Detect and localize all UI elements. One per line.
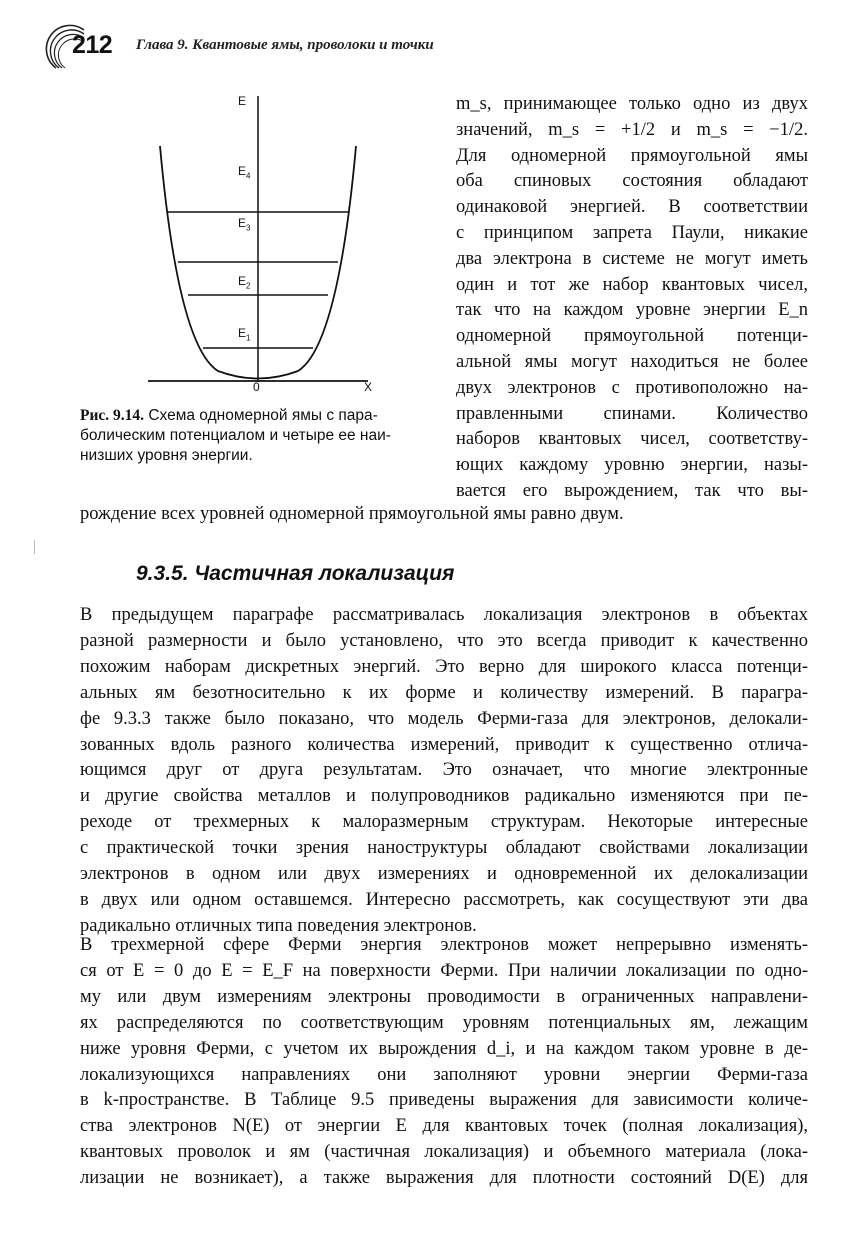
text-line: зованных вдоль разного количества измерений, приводит к существенно отлича- — [80, 734, 808, 755]
text-line: разной размерности и было установлено, что это всегда приводит к качественно — [80, 630, 808, 651]
text-line: ях распределяются по соответствующим уровням потенциальных ям, лежащим — [80, 1012, 808, 1033]
caption-line: низших уровня энергии. — [80, 447, 253, 464]
text-line: квантовых проволок и ям (частичная локализация) и объемного материала (лока- — [80, 1142, 808, 1163]
text-line: фе 9.3.3 также было показано, что модель Ферми-газа для электронов, делокали- — [80, 708, 808, 729]
running-head: Глава 9. Квантовые ямы, проволоки и точки — [136, 37, 434, 53]
page-header — [44, 24, 824, 72]
text-line: электронов в одном или двух измерениях и одновременной их делокализации — [80, 864, 808, 885]
text-line: похожим наборам дискретных энергий. Это верно для широкого класса потенци- — [80, 656, 808, 677]
page-number: 212 — [72, 31, 113, 59]
text-line: ющимся друг от друга результатам. Это означает, что многие электронные — [80, 760, 808, 781]
energy-axis-label: E — [238, 94, 247, 108]
origin-label: 0 — [253, 380, 260, 394]
text-line: оба спиновых состояния обладают — [456, 171, 808, 192]
text-line: в двух или одном оставшемся. Интересно рассмотреть, как сосуществуют эти два — [80, 889, 808, 910]
text-line: В предыдущем параграфе рассматривалась локализация электронов в объектах — [80, 605, 808, 625]
text-line: значений, m_s = +1/2 и m_s = −1/2. — [456, 119, 808, 140]
text-line: вается его вырождением, так что вы- — [456, 480, 808, 501]
text-line: m_s, принимающее только одно из двух — [456, 94, 808, 114]
text-line: локализующихся направлениях они заполняют уровни энергии Ферми-газа — [80, 1064, 808, 1085]
text-line: радикально отличных типа поведения электронов. — [80, 915, 477, 936]
paragraph-1 — [80, 603, 808, 940]
text-line: ющих каждому уровню энергии, назы- — [456, 455, 808, 476]
text-line: правленными спинами. Количество — [456, 403, 808, 424]
x-axis-label: X — [364, 380, 373, 394]
margin-mark — [34, 540, 35, 554]
text-line: с практической точки зрения наноструктуры обладают свойствами локализации — [80, 838, 808, 859]
caption-label: Рис. 9.14. — [80, 407, 145, 424]
level-label-e1: $E_1$ — [238, 326, 251, 343]
figure-caption — [80, 406, 430, 466]
text-line: реходе от трехмерных к малоразмерным структурам. Некоторые интересные — [80, 812, 808, 833]
text-line: альной ямы могут находиться не более — [456, 351, 808, 372]
text-line: и другие свойства металлов и полупроводников радикально изменяются при пе- — [80, 786, 808, 807]
side-text-column — [456, 92, 808, 505]
text-line: Для одномерной прямоугольной ямы — [456, 145, 808, 166]
section-title: 9.3.5. Частичная локализация — [136, 562, 455, 585]
text-line: два электрона в системе не могут иметь — [456, 248, 808, 269]
text-line: двух электронов с противоположно на- — [456, 377, 808, 398]
level-label-e3: $E_3$ — [238, 216, 251, 233]
text-line: му или двум измерениям электроны проводимости в ограниченных направлени- — [80, 986, 808, 1007]
level-label-e2: $E_2$ — [238, 274, 251, 291]
text-line: альных ям безотносительно к их форме и количеству измерений. В парагра- — [80, 682, 808, 703]
caption-line: Схема одномерной ямы с пара- — [144, 407, 378, 424]
parabolic-well-figure — [138, 86, 388, 406]
caption-line: болическим потенциалом и четыре ее наи- — [80, 427, 391, 444]
paragraph-2 — [80, 933, 808, 1192]
level-label-e4: $E_4$ — [238, 164, 251, 181]
text-line: ся от E = 0 до E = E_F на поверхности Ферми. При наличии локализации по одно- — [80, 960, 808, 981]
text-line: ниже уровня Ферми, с учетом их вырождения d_i, и на каждом таком уровне в де- — [80, 1038, 808, 1059]
text-line: одинаковой энергией. В соответствии — [456, 197, 808, 218]
continuation-line: рождение всех уровней одномерной прямоугольной ямы равно двум. — [80, 504, 624, 524]
text-line: с принципом запрета Паули, никакие — [456, 222, 808, 243]
text-line: В трехмерной сфере Ферми энергия электронов может непрерывно изменять- — [80, 935, 808, 955]
text-line: наборов квантовых чисел, соответству- — [456, 429, 808, 450]
text-line: одномерной прямоугольной потенци- — [456, 326, 808, 347]
text-line: в k-пространстве. В Таблице 9.5 приведены выражения для зависимости количе- — [80, 1090, 808, 1111]
text-line: ства электронов N(E) от энергии E для квантовых точек (полная локализация), — [80, 1116, 808, 1137]
text-line: так что на каждом уровне энергии E_n — [456, 300, 808, 321]
text-line: один и тот же набор квантовых чисел, — [456, 274, 808, 295]
parabolic-well-diagram — [138, 86, 388, 386]
text-line: лизации не возникает), а также выражения для плотности состояний D(E) для — [80, 1168, 808, 1189]
